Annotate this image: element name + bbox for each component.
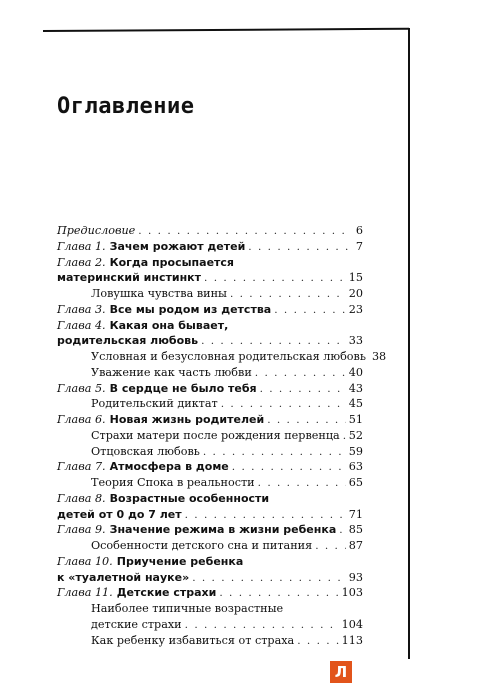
toc-dot-leader — [232, 460, 346, 476]
toc-title: Наиболее типичные возрастные — [91, 602, 284, 615]
toc-title: Родительский диктат — [91, 397, 218, 411]
toc-dot-leader — [315, 539, 346, 555]
toc-line — [57, 507, 363, 523]
toc-line — [57, 412, 363, 428]
toc-page-number: 40 — [348, 365, 363, 379]
toc-title: родительская любовь — [57, 334, 199, 348]
publisher-logo: Л — [330, 661, 352, 683]
toc-line — [57, 459, 363, 475]
toc-title: Условная и безусловная родительская любовь — [91, 350, 366, 363]
toc-line — [57, 554, 363, 570]
toc-dot-leader — [267, 413, 346, 429]
toc-page-number: 51 — [348, 413, 363, 426]
toc-dot-leader — [219, 586, 338, 602]
toc-page-number: 6 — [355, 224, 363, 237]
toc-title: В сердце не было тебя — [109, 381, 257, 395]
toc-line — [57, 428, 363, 444]
toc-page-number: 45 — [348, 397, 363, 411]
toc-line — [57, 365, 363, 381]
toc-page-number: 113 — [341, 633, 363, 647]
toc-page-number: 20 — [348, 287, 363, 300]
toc-line — [57, 538, 363, 554]
toc-line — [57, 475, 363, 491]
toc-line — [57, 255, 363, 271]
toc-line — [57, 239, 363, 255]
toc-title: Особенности детского сна и питания — [91, 539, 313, 552]
toc-dot-leader — [204, 271, 346, 287]
table-of-contents — [57, 223, 387, 648]
toc-page-number: 104 — [341, 617, 363, 631]
toc-title: детей от 0 до 7 лет — [57, 507, 182, 521]
toc-title: Новая жизнь родителей — [109, 413, 265, 426]
toc-line — [57, 491, 363, 507]
toc-line — [57, 601, 363, 617]
toc-title: Зачем рожают детей — [109, 239, 246, 253]
toc-page-number: 7 — [355, 239, 363, 253]
toc-title: Отцовская любовь — [91, 444, 200, 458]
toc-line — [57, 349, 387, 365]
toc-chapter-number: Глава 5. — [57, 381, 106, 395]
toc-page-number: 33 — [348, 334, 363, 348]
toc-dot-leader — [274, 303, 346, 319]
toc-title: Страхи матери после рождения первенца — [91, 428, 340, 442]
toc-dot-leader — [138, 224, 352, 240]
toc-line — [57, 270, 363, 286]
frame-top-border — [43, 28, 409, 32]
toc-chapter-number: Глава 3. — [57, 302, 106, 316]
toc-title: Когда просыпается — [109, 255, 234, 269]
toc-dot-leader — [297, 634, 338, 650]
toc-chapter-number: Глава 11. — [57, 586, 113, 600]
page-title: Оглавление — [57, 94, 195, 119]
toc-title: Возрастные особенности — [109, 491, 270, 505]
toc-chapter-number: Глава 10. — [57, 554, 113, 568]
toc-title: Предисловие — [57, 224, 136, 237]
toc-dot-leader — [185, 508, 346, 524]
toc-dot-leader — [185, 618, 339, 634]
toc-line — [57, 333, 363, 349]
toc-dot-leader — [192, 571, 346, 587]
toc-chapter-number: Глава 4. — [57, 318, 106, 332]
toc-page-number: 85 — [348, 523, 363, 537]
toc-dot-leader — [248, 240, 352, 256]
toc-line — [57, 381, 363, 397]
toc-page-number: 38 — [371, 350, 387, 363]
toc-line — [57, 302, 363, 318]
toc-dot-leader — [260, 382, 346, 398]
toc-page-number: 43 — [348, 381, 363, 395]
toc-line — [57, 396, 363, 412]
toc-line — [57, 617, 363, 633]
toc-dot-leader — [255, 366, 346, 382]
toc-title: Все мы родом из детства — [109, 302, 272, 316]
toc-dot-leader — [258, 476, 346, 492]
toc-title: Значение режима в жизни ребенка — [109, 523, 337, 537]
toc-dot-leader — [203, 445, 346, 461]
toc-page-number: 93 — [348, 570, 363, 584]
toc-page-number: 63 — [348, 460, 363, 474]
toc-chapter-number: Глава 2. — [57, 255, 106, 269]
toc-chapter-number: Глава 6. — [57, 413, 106, 426]
toc-dot-leader — [343, 429, 346, 445]
toc-title: к «туалетной науке» — [57, 570, 190, 584]
toc-line — [57, 223, 363, 239]
toc-page-number: 52 — [348, 428, 363, 442]
toc-dot-leader — [201, 334, 346, 350]
toc-title: Ловушка чувства вины — [91, 287, 227, 300]
toc-chapter-number: Глава 9. — [57, 523, 106, 537]
toc-dot-leader — [230, 287, 346, 303]
toc-chapter-number: Глава 1. — [57, 239, 106, 253]
frame-right-border — [408, 28, 410, 659]
toc-page-number: 15 — [348, 271, 363, 285]
toc-chapter-number: Глава 8. — [57, 491, 106, 505]
toc-line — [57, 522, 363, 538]
toc-page-number: 103 — [341, 586, 363, 600]
toc-page-number: 87 — [348, 539, 363, 552]
toc-title: Какая она бывает, — [109, 318, 229, 332]
toc-line — [57, 585, 363, 601]
toc-title: Уважение как часть любви — [91, 365, 252, 379]
toc-page-number: 59 — [348, 444, 363, 458]
toc-line — [57, 633, 363, 649]
toc-title: Детские страхи — [116, 586, 217, 600]
toc-line — [57, 570, 363, 586]
toc-title: Атмосфера в доме — [109, 460, 229, 474]
toc-page-number: 23 — [348, 302, 363, 316]
toc-title: Как ребенку избавиться от страха — [91, 633, 295, 647]
toc-line — [57, 444, 363, 460]
toc-dot-leader — [221, 397, 346, 413]
toc-title: детские страхи — [91, 617, 182, 631]
toc-title: материнский инстинкт — [57, 271, 202, 285]
toc-page-number: 71 — [348, 507, 363, 521]
toc-title: Теория Спока в реальности — [91, 476, 255, 489]
toc-line — [57, 318, 363, 334]
toc-page-number: 65 — [348, 476, 363, 489]
toc-title: Приучение ребенка — [116, 554, 244, 568]
toc-dot-leader — [339, 523, 346, 539]
toc-chapter-number: Глава 7. — [57, 460, 106, 474]
toc-line — [57, 286, 363, 302]
